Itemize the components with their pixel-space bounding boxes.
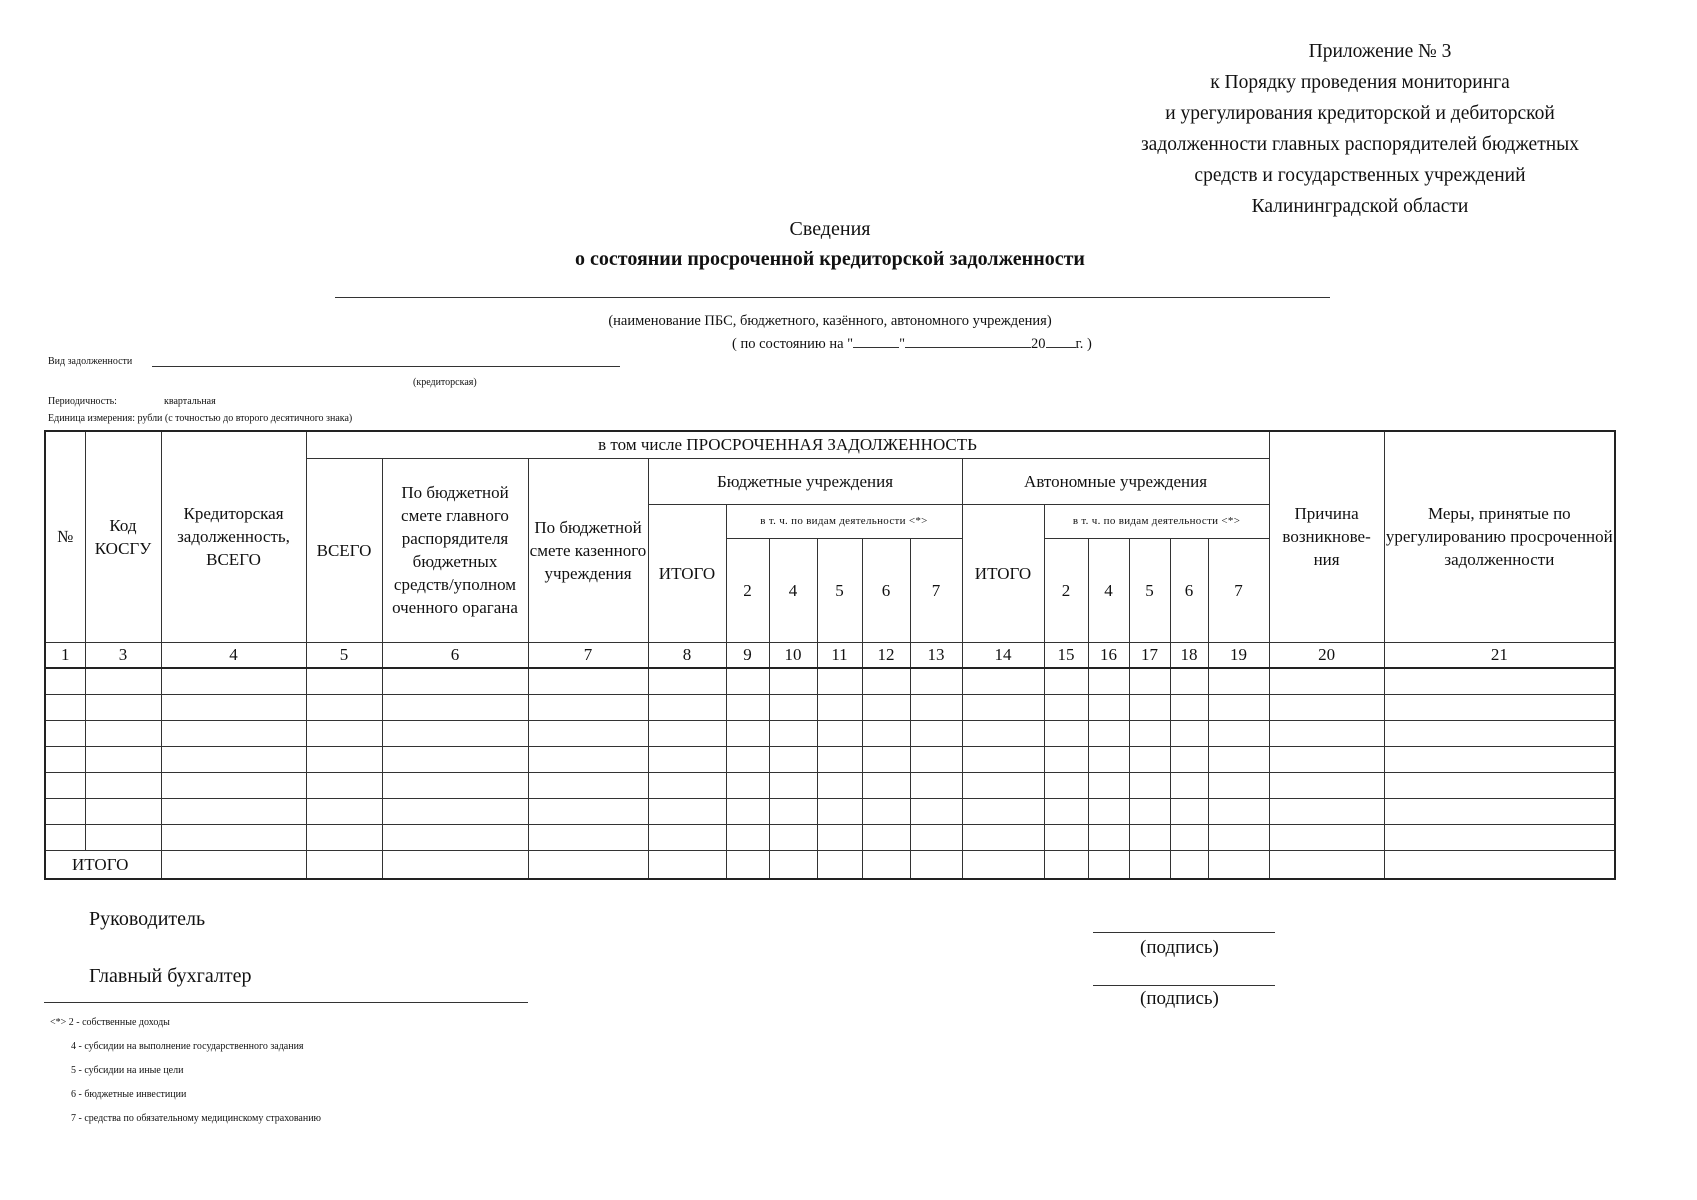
table-cell[interactable] (528, 720, 648, 746)
table-cell[interactable] (1044, 798, 1088, 824)
table-cell[interactable] (769, 720, 817, 746)
header-kind-4: 4 (769, 538, 817, 642)
table-cell[interactable] (1129, 668, 1170, 695)
table-cell[interactable] (45, 746, 85, 772)
debt-type-caption: (кредиторская) (413, 377, 477, 388)
column-number: 7 (528, 642, 648, 668)
table-cell[interactable] (1269, 720, 1384, 746)
table-cell[interactable] (1170, 772, 1208, 798)
table-cell[interactable] (1170, 668, 1208, 695)
header-budget-by-kind: в т. ч. по видам деятельности <*> (726, 504, 962, 538)
table-cell[interactable] (1044, 772, 1088, 798)
table-cell[interactable] (85, 824, 161, 850)
table-cell[interactable] (1129, 694, 1170, 720)
org-name-caption: (наименование ПБС, бюджетного, казённого, автономного учреждения) (608, 313, 1052, 329)
table-cell[interactable] (382, 798, 528, 824)
table-cell[interactable] (528, 694, 648, 720)
header-kind-4: 4 (1088, 538, 1129, 642)
table-cell[interactable] (862, 746, 910, 772)
appendix-line: задолженности главных распорядителей бюджетных (1140, 134, 1580, 155)
total-cell[interactable] (862, 850, 910, 879)
header-number: № (45, 431, 85, 642)
table-cell[interactable] (528, 772, 648, 798)
table-cell[interactable] (1384, 772, 1615, 798)
table-cell[interactable] (85, 694, 161, 720)
footnote: 4 - субсидии на выполнение государственного задания (71, 1041, 304, 1052)
footnote: 5 - субсидии на иные цели (71, 1065, 184, 1076)
accountant-signature-line[interactable] (1093, 985, 1275, 986)
column-number: 18 (1170, 642, 1208, 668)
table-cell[interactable] (306, 772, 382, 798)
table-cell[interactable] (769, 824, 817, 850)
table-cell[interactable] (726, 746, 769, 772)
table-cell[interactable] (726, 824, 769, 850)
table-cell[interactable] (1129, 720, 1170, 746)
header-reason: Причина возникнове-ния (1269, 431, 1384, 642)
column-number: 8 (648, 642, 726, 668)
table-cell[interactable] (910, 798, 962, 824)
appendix-line: средств и государственных учреждений (1194, 165, 1526, 186)
table-cell[interactable] (817, 746, 862, 772)
header-kind-6: 6 (1170, 538, 1208, 642)
table-cell[interactable] (910, 694, 962, 720)
header-measures: Меры, принятые по урегулированию просроченной задолженности (1384, 431, 1615, 642)
table-cell[interactable] (817, 694, 862, 720)
table-cell[interactable] (306, 720, 382, 746)
table-cell[interactable] (45, 668, 85, 695)
table-cell[interactable] (862, 720, 910, 746)
table-cell[interactable] (1269, 772, 1384, 798)
table-cell[interactable] (306, 824, 382, 850)
table-cell[interactable] (1170, 720, 1208, 746)
column-number: 20 (1269, 642, 1384, 668)
table-cell[interactable] (1170, 746, 1208, 772)
appendix-line: к Порядку проведения мониторинга (1210, 72, 1510, 93)
table-cell[interactable] (726, 798, 769, 824)
column-number: 12 (862, 642, 910, 668)
header-kind-5: 5 (1129, 538, 1170, 642)
column-number: 10 (769, 642, 817, 668)
column-number: 4 (161, 642, 306, 668)
table-row (45, 694, 1615, 720)
header-budget-itogo: ИТОГО (648, 504, 726, 642)
total-cell[interactable] (1129, 850, 1170, 879)
table-cell[interactable] (1384, 746, 1615, 772)
column-number: 1 (45, 642, 85, 668)
table-row (45, 798, 1615, 824)
table-row (45, 668, 1615, 695)
table-cell[interactable] (1208, 668, 1269, 695)
table-cell[interactable] (306, 694, 382, 720)
table-cell[interactable] (1269, 824, 1384, 850)
table-cell[interactable] (528, 668, 648, 695)
table-cell[interactable] (382, 746, 528, 772)
table-cell[interactable] (910, 824, 962, 850)
document-title: Сведения (789, 218, 871, 240)
table-cell[interactable] (648, 668, 726, 695)
table-cell[interactable] (862, 668, 910, 695)
header-kind-2: 2 (1044, 538, 1088, 642)
table-cell[interactable] (1044, 746, 1088, 772)
table-cell[interactable] (726, 668, 769, 695)
table-cell[interactable] (1384, 824, 1615, 850)
table-cell[interactable] (85, 772, 161, 798)
footnote: 6 - бюджетные инвестиции (71, 1089, 187, 1100)
table-cell[interactable] (1384, 798, 1615, 824)
table-cell[interactable] (1044, 668, 1088, 695)
table-cell[interactable] (161, 694, 306, 720)
head-signature-line[interactable] (1093, 932, 1275, 933)
table-cell[interactable] (161, 824, 306, 850)
table-cell[interactable] (1088, 694, 1129, 720)
debt-type-line[interactable] (152, 366, 620, 367)
table-cell[interactable] (769, 694, 817, 720)
table-cell[interactable] (1384, 694, 1615, 720)
table-cell[interactable] (1088, 746, 1129, 772)
table-row (45, 746, 1615, 772)
table-cell[interactable] (769, 772, 817, 798)
table-cell[interactable] (85, 668, 161, 695)
table-cell[interactable] (726, 772, 769, 798)
table-cell[interactable] (161, 668, 306, 695)
footnote: <*> 2 - собственные доходы (50, 1017, 170, 1028)
table-cell[interactable] (1208, 746, 1269, 772)
table-cell[interactable] (726, 694, 769, 720)
table-cell[interactable] (45, 824, 85, 850)
table-cell[interactable] (817, 798, 862, 824)
periodicity-label: Периодичность: (48, 396, 117, 407)
header-kind-5: 5 (817, 538, 862, 642)
table-cell[interactable] (1088, 720, 1129, 746)
table-row (45, 824, 1615, 850)
table-cell[interactable] (1208, 824, 1269, 850)
table-cell[interactable] (862, 772, 910, 798)
table-cell[interactable] (1129, 746, 1170, 772)
table-cell[interactable] (648, 720, 726, 746)
table-cell[interactable] (962, 824, 1044, 850)
table-cell[interactable] (85, 798, 161, 824)
total-cell[interactable] (382, 850, 528, 879)
column-number: 19 (1208, 642, 1269, 668)
table-cell[interactable] (45, 798, 85, 824)
table-cell[interactable] (962, 694, 1044, 720)
header-budget-institutions: Бюджетные учреждения (648, 458, 962, 504)
table-cell[interactable] (817, 668, 862, 695)
debt-type-label: Вид задолженности (48, 356, 133, 367)
table-cell[interactable] (726, 720, 769, 746)
column-number: 15 (1044, 642, 1088, 668)
total-cell[interactable] (528, 850, 648, 879)
table-cell[interactable] (1044, 720, 1088, 746)
table-cell[interactable] (528, 746, 648, 772)
table-cell[interactable] (648, 772, 726, 798)
table-cell[interactable] (382, 824, 528, 850)
total-cell[interactable] (817, 850, 862, 879)
total-cell[interactable] (726, 850, 769, 879)
appendix-line: Приложение № 3 (1308, 41, 1452, 62)
total-cell[interactable] (306, 850, 382, 879)
appendix-line: Калининградской области (1251, 196, 1469, 217)
table-row (45, 720, 1615, 746)
table-cell[interactable] (962, 668, 1044, 695)
table-cell[interactable] (1208, 798, 1269, 824)
table-cell[interactable] (1269, 746, 1384, 772)
column-number-row (45, 642, 1615, 668)
header-kind-7: 7 (1208, 538, 1269, 642)
table-cell[interactable] (1044, 824, 1088, 850)
header-kind-6: 6 (862, 538, 910, 642)
total-cell[interactable] (1269, 850, 1384, 879)
table-cell[interactable] (769, 798, 817, 824)
table-cell[interactable] (648, 824, 726, 850)
header-main-distributor: По бюджетной смете главного распорядителя бюджетных средств/уполном оченного орагана (382, 458, 528, 642)
header-overdue-group: в том числе ПРОСРОЧЕННАЯ ЗАДОЛЖЕННОСТЬ (306, 431, 1269, 458)
table-cell[interactable] (648, 798, 726, 824)
table-cell[interactable] (1170, 824, 1208, 850)
total-cell[interactable] (1088, 850, 1129, 879)
column-number: 6 (382, 642, 528, 668)
header-creditor-total: Кредиторская задолженность, ВСЕГО (161, 431, 306, 642)
table-cell[interactable] (382, 694, 528, 720)
table-cell[interactable] (817, 772, 862, 798)
table-cell[interactable] (382, 772, 528, 798)
column-number: 17 (1129, 642, 1170, 668)
date-suffix: г. ) (1075, 336, 1092, 352)
org-name-line[interactable] (335, 297, 1330, 298)
document-subtitle: о состоянии просроченной кредиторской задолженности (575, 248, 1085, 270)
table-cell[interactable] (1088, 772, 1129, 798)
table-cell[interactable] (45, 772, 85, 798)
total-cell[interactable] (962, 850, 1044, 879)
header-autonomous-by-kind: в т. ч. по видам деятельности <*> (1044, 504, 1269, 538)
head-signature-caption: (подпись) (1140, 937, 1219, 958)
total-label: ИТОГО (45, 850, 161, 879)
table-cell[interactable] (1384, 668, 1615, 695)
date-year-prefix: 20 (1031, 336, 1046, 352)
total-cell[interactable] (769, 850, 817, 879)
table-cell[interactable] (1269, 694, 1384, 720)
table-cell[interactable] (306, 798, 382, 824)
date-month-field[interactable] (905, 333, 1031, 348)
date-prefix: ( по состоянию на " (732, 336, 854, 352)
header-kazen-institution: По бюджетной смете казенного учреждения (528, 458, 648, 642)
table-cell[interactable] (85, 720, 161, 746)
accountant-signature-caption: (подпись) (1140, 988, 1219, 1009)
table-cell[interactable] (1129, 772, 1170, 798)
table-cell[interactable] (1088, 668, 1129, 695)
appendix-line: и урегулирования кредиторской и дебиторской (1165, 103, 1555, 124)
table-cell[interactable] (769, 746, 817, 772)
table-cell[interactable] (910, 772, 962, 798)
table-cell[interactable] (1129, 798, 1170, 824)
date-mid: " (899, 336, 905, 352)
table-cell[interactable] (648, 694, 726, 720)
table-cell[interactable] (862, 824, 910, 850)
head-label: Руководитель (89, 908, 206, 930)
table-cell[interactable] (161, 798, 306, 824)
footnote: 7 - средства по обязательному медицинскому страхованию (71, 1113, 322, 1124)
table-cell[interactable] (382, 668, 528, 695)
debt-table (44, 430, 1616, 880)
header-kosgu: Код КОСГУ (85, 431, 161, 642)
column-number: 3 (85, 642, 161, 668)
table-cell[interactable] (1170, 798, 1208, 824)
header-autonomous-itogo: ИТОГО (962, 504, 1044, 642)
table-cell[interactable] (1044, 694, 1088, 720)
table-cell[interactable] (817, 720, 862, 746)
column-number: 21 (1384, 642, 1615, 668)
table-cell[interactable] (862, 694, 910, 720)
table-cell[interactable] (1208, 772, 1269, 798)
table-cell[interactable] (528, 798, 648, 824)
table-cell[interactable] (45, 720, 85, 746)
table-cell[interactable] (962, 772, 1044, 798)
table-row (45, 772, 1615, 798)
table-cell[interactable] (862, 798, 910, 824)
table-cell[interactable] (161, 746, 306, 772)
footnote-divider (44, 1002, 528, 1003)
table-cell[interactable] (528, 824, 648, 850)
accountant-label: Главный бухгалтер (89, 965, 252, 987)
total-cell[interactable] (648, 850, 726, 879)
table-cell[interactable] (1170, 694, 1208, 720)
table-cell[interactable] (1088, 824, 1129, 850)
table-cell[interactable] (1269, 668, 1384, 695)
header-autonomous-institutions: Автономные учреждения (962, 458, 1269, 504)
table-cell[interactable] (85, 746, 161, 772)
total-row (45, 850, 1615, 879)
table-cell[interactable] (306, 746, 382, 772)
column-number: 9 (726, 642, 769, 668)
table-cell[interactable] (648, 746, 726, 772)
table-cell[interactable] (161, 772, 306, 798)
table-cell[interactable] (962, 746, 1044, 772)
table-cell[interactable] (769, 668, 817, 695)
unit-label: Единица измерения: рубли (с точностью до второго десятичного знака) (48, 413, 353, 424)
table-cell[interactable] (1269, 798, 1384, 824)
date-year-field[interactable] (1046, 333, 1076, 348)
table-cell[interactable] (1208, 694, 1269, 720)
table-cell[interactable] (306, 668, 382, 695)
total-cell[interactable] (1170, 850, 1208, 879)
table-cell[interactable] (910, 720, 962, 746)
table-cell[interactable] (962, 798, 1044, 824)
header-kind-7: 7 (910, 538, 962, 642)
total-cell[interactable] (910, 850, 962, 879)
table-cell[interactable] (1208, 720, 1269, 746)
column-number: 14 (962, 642, 1044, 668)
table-cell[interactable] (1088, 798, 1129, 824)
column-number: 13 (910, 642, 962, 668)
report-date (732, 333, 1092, 353)
table-cell[interactable] (962, 720, 1044, 746)
table-cell[interactable] (1129, 824, 1170, 850)
table-cell[interactable] (910, 668, 962, 695)
table-cell[interactable] (45, 694, 85, 720)
table-cell[interactable] (382, 720, 528, 746)
total-cell[interactable] (1208, 850, 1269, 879)
column-number: 11 (817, 642, 862, 668)
column-number: 16 (1088, 642, 1129, 668)
date-day-field[interactable] (853, 333, 899, 348)
periodicity-value: квартальная (164, 396, 216, 407)
table-cell[interactable] (910, 746, 962, 772)
column-number: 5 (306, 642, 382, 668)
total-cell[interactable] (1044, 850, 1088, 879)
table-cell[interactable] (161, 720, 306, 746)
table-cell[interactable] (817, 824, 862, 850)
appendix-header (1100, 36, 1620, 222)
header-kind-2: 2 (726, 538, 769, 642)
header-overdue-total: ВСЕГО (306, 458, 382, 642)
total-cell[interactable] (161, 850, 306, 879)
table-cell[interactable] (1384, 720, 1615, 746)
